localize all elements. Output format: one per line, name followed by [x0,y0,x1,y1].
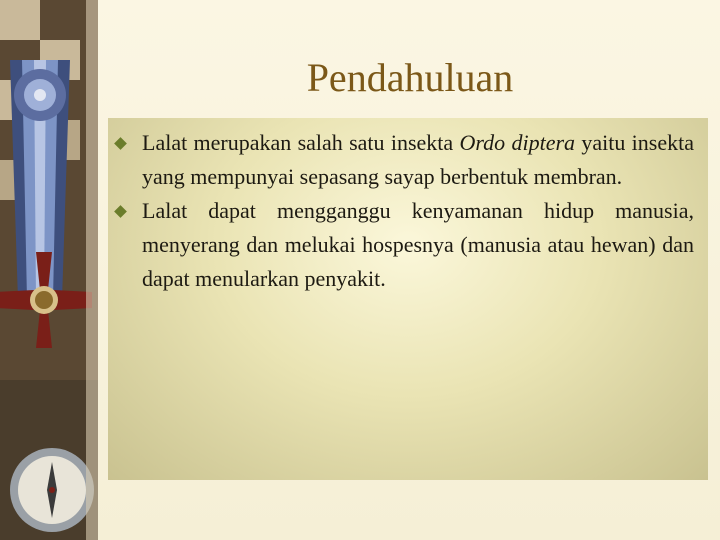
bullet-text: Lalat merupakan salah satu insekta Ordo diptera yaitu insekta yang mempunyai sepasang sayap berbentuk membran. [142,130,694,189]
compass-decoration [10,448,94,532]
slide-title: Pendahuluan [306,55,514,100]
medal-decoration [0,0,98,540]
diamond-bullet-icon [114,205,127,218]
bullet-list [116,126,694,296]
diamond-bullet-icon [114,137,127,150]
decorative-photo-strip [0,0,98,540]
bullet-text: Lalat dapat mengganggu kenyamanan hidup manusia, menyerang dan melukai hospesnya (manusia atau hewan) dan dapat menularkan penyakit. [142,198,694,291]
bullet-item [116,194,694,296]
bullet-item [116,126,694,194]
